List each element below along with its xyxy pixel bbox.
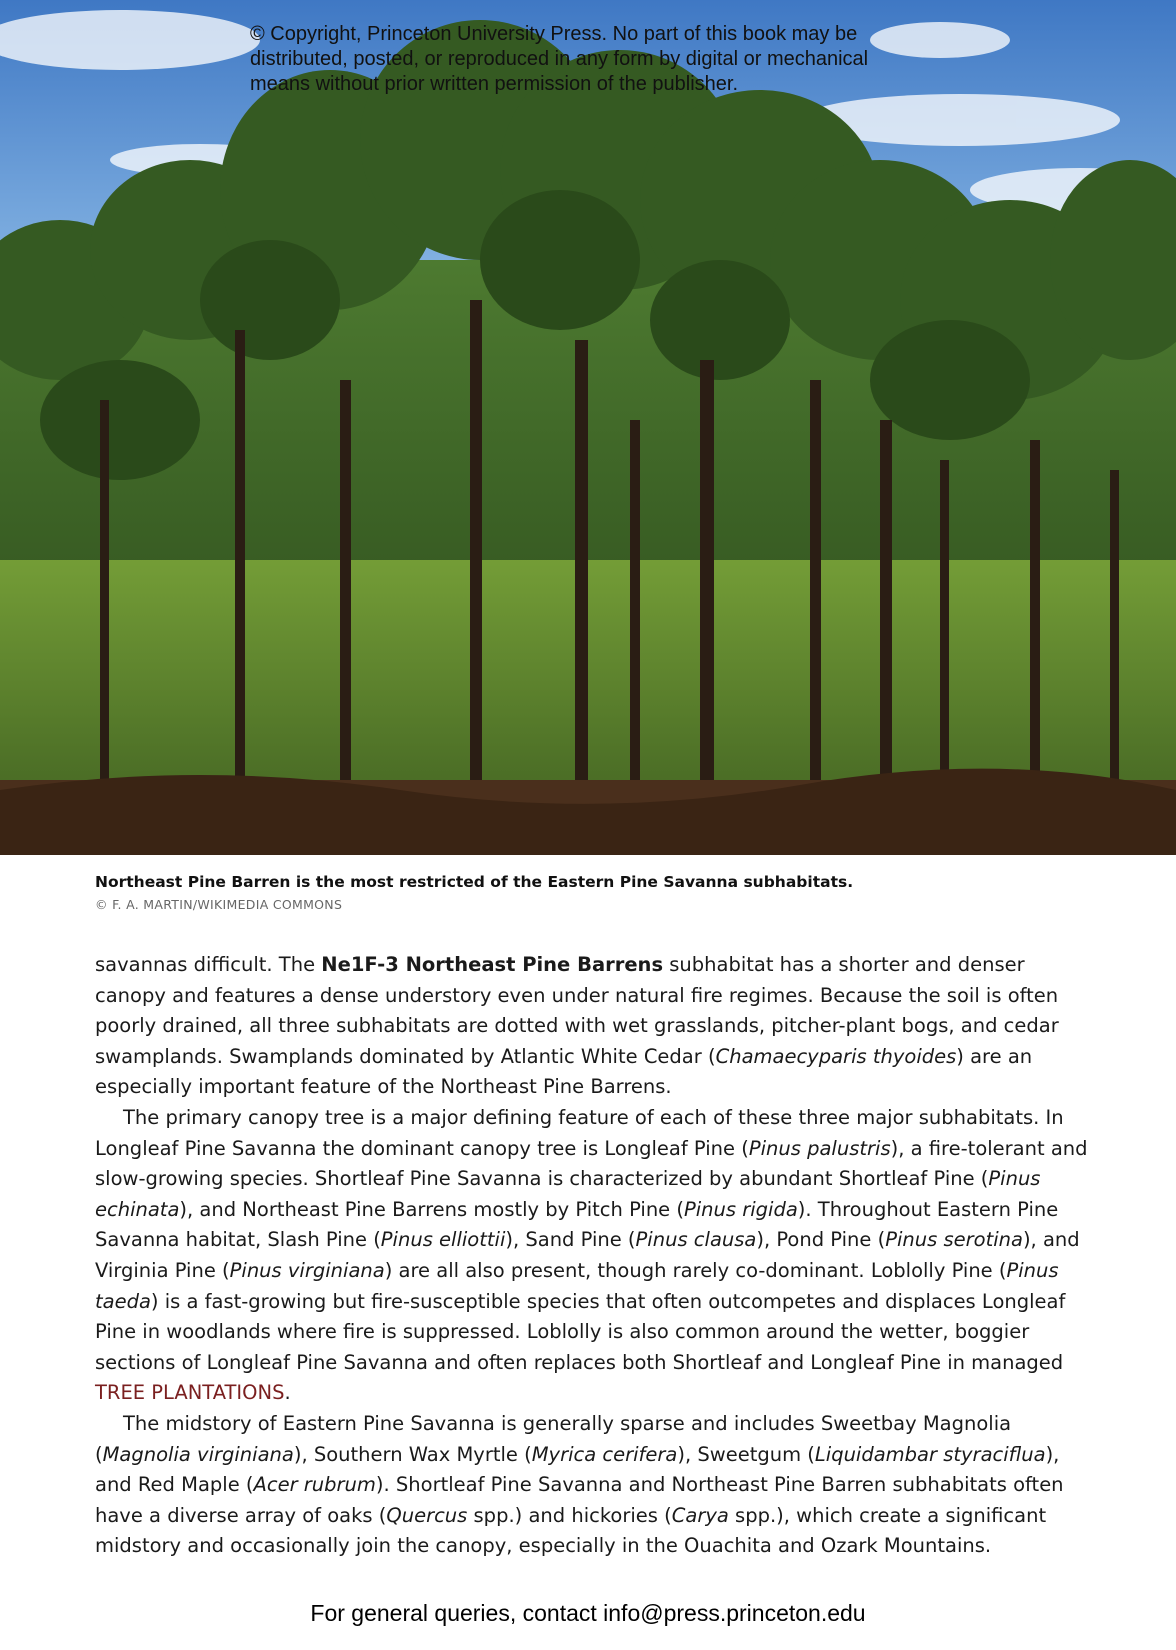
copyright-line-3: means without prior written permission of the publisher. bbox=[250, 73, 739, 95]
copyright-line-2: distributed, posted, or reproduced in any form by digital or mechanical bbox=[250, 48, 869, 70]
tree-plantations-link[interactable]: TREE PLANTATIONS bbox=[95, 1381, 285, 1405]
text-run: The primary canopy tree is a major defining feature of each of these three major subhabitats. In Longleaf Pine Savanna the dominant canopy tree is Longleaf Pine ( bbox=[95, 1105, 1064, 1160]
species-name: Pinus clausa bbox=[635, 1228, 757, 1252]
text-run: ), Pond Pine ( bbox=[756, 1228, 886, 1252]
caption-credit: © F. A. MARTIN/WIKIMEDIA COMMONS bbox=[95, 897, 343, 912]
species-name: Pinus palustris bbox=[748, 1136, 891, 1160]
species-name: Pinus elliottii bbox=[380, 1228, 506, 1252]
text-run: ), and Red Maple ( bbox=[95, 1442, 1060, 1497]
paragraph-3 bbox=[95, 1409, 1095, 1562]
text-run: ), Southern Wax Myrtle ( bbox=[293, 1442, 532, 1466]
subhabitat-heading: Ne1F-3 Northeast Pine Barrens bbox=[321, 953, 664, 976]
species-name: Pinus virginiana bbox=[229, 1258, 385, 1282]
text-run: ), Sand Pine ( bbox=[505, 1228, 636, 1252]
species-name: Chamaecyparis thyoides bbox=[715, 1044, 957, 1068]
text-run: spp.) and hickories ( bbox=[467, 1503, 672, 1527]
copyright-watermark bbox=[250, 22, 970, 97]
text-run: ), and Northeast Pine Barrens mostly by Pitch Pine ( bbox=[179, 1197, 684, 1221]
footer-contact: For general queries, contact info@press.princeton.edu bbox=[310, 1600, 866, 1626]
photo-caption bbox=[95, 871, 1095, 915]
text-run: The midstory of Eastern Pine Savanna is generally sparse and includes Sweetbay Magnolia ( bbox=[95, 1411, 1012, 1466]
species-name: Quercus bbox=[386, 1503, 468, 1527]
text-run: ), Sweetgum ( bbox=[677, 1442, 815, 1466]
text-run: ), and Virginia Pine ( bbox=[95, 1228, 1080, 1282]
caption-title: Northeast Pine Barren is the most restricted of the Eastern Pine Savanna subhabitats. bbox=[95, 873, 854, 891]
text-run: . bbox=[284, 1381, 291, 1405]
text-run: spp.), which create a significant midstory and occasionally join the canopy, especially in the Ouachita and Ozark Mountains. bbox=[95, 1503, 1047, 1558]
copyright-line-1: © Copyright, Princeton University Press. No part of this book may be bbox=[250, 23, 858, 45]
text-run: ) are all also present, though rarely co-dominant. Loblolly Pine ( bbox=[384, 1258, 1007, 1282]
text-run: ), a fire-tolerant and slow-growing species. Shortleaf Pine Savanna is characterized by abundant Shortleaf Pine ( bbox=[95, 1136, 1088, 1191]
body-text bbox=[95, 950, 1095, 1562]
text-run: ) is a fast-growing but fire-susceptible species that often outcompetes and displaces Longleaf Pine in woodlands where fire is suppressed. Loblolly is also common around the wetter, boggier sections of Longleaf Pine Savanna and often replaces both Shortleaf and Longleaf Pine in managed bbox=[95, 1289, 1066, 1374]
text-run: savannas difficult. The bbox=[95, 953, 322, 976]
text-run: ) are an especially important feature of the Northeast Pine Barrens. bbox=[95, 1044, 1033, 1099]
paragraph-1 bbox=[95, 950, 1095, 1103]
species-name: Myrica cerifera bbox=[531, 1442, 678, 1466]
species-name: Carya bbox=[671, 1503, 729, 1527]
species-name: Pinus rigida bbox=[683, 1197, 798, 1221]
species-name: Pinus taeda bbox=[95, 1258, 1059, 1313]
species-name: Acer rubrum bbox=[253, 1473, 376, 1497]
species-name: Liquidambar styraciflua bbox=[814, 1442, 1046, 1466]
species-name: Pinus serotina bbox=[885, 1228, 1023, 1252]
species-name: Pinus echinata bbox=[95, 1167, 1041, 1221]
species-name: Magnolia virginiana bbox=[102, 1442, 294, 1466]
text-run: ). Throughout Eastern Pine Savanna habitat, Slash Pine ( bbox=[95, 1197, 1059, 1252]
text-run: subhabitat has a shorter and denser canopy and features a dense understory even under natural fire regimes. Because the soil is often poorly drained, all three subhabitats are dotted with wet grasslands, pitcher-plant bogs, and cedar swamplands. Swamplands dominated by Atlantic White Cedar ( bbox=[95, 953, 1059, 1068]
paragraph-2 bbox=[95, 1103, 1095, 1409]
text-run: ). Shortleaf Pine Savanna and Northeast Pine Barren subhabitats often have a diverse array of oaks ( bbox=[95, 1473, 1064, 1527]
